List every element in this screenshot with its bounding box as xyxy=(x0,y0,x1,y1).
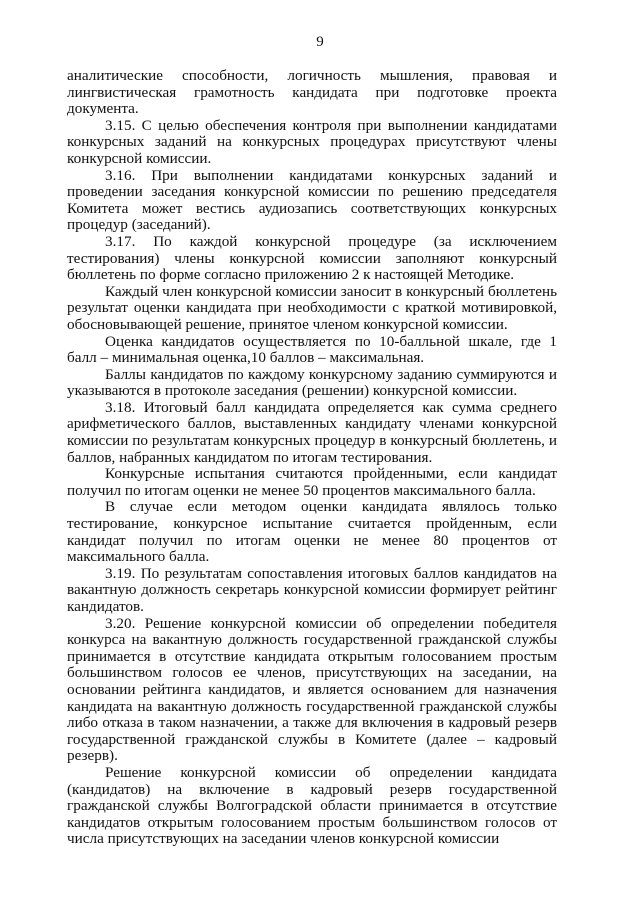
document-body xyxy=(67,68,557,848)
paragraph-1: аналитические способности, логичность мышления, правовая и лингвистическая грамотность кандидата при подготовке проекта документа. xyxy=(67,67,557,118)
paragraph-3-15: 3.15. С целью обеспечения контроля при выполнении кандидатами конкурсных заданий на конкурсных процедурах присутствуют члены конкурсной комиссии. xyxy=(67,116,557,167)
paragraph-scale: Оценка кандидатов осуществляется по 10-балльной шкале, где 1 балл – минимальная оценка,10 баллов – максимальная. xyxy=(67,332,557,367)
paragraph-passed-80: В случае если методом оценки кандидата являлось только тестирование, конкурсное испытание считается пройденным, если кандидат получил по итогам оценки не менее 80 процентов от максимального балла. xyxy=(67,498,557,566)
paragraph-scores-sum: Баллы кандидатов по каждому конкурсному заданию суммируются и указываются в протоколе заседания (решении) конкурсной комиссии. xyxy=(67,365,557,400)
paragraph-3-17: 3.17. По каждой конкурсной процедуре (за исключением тестирования) члены конкурсной комиссии заполняют конкурсный бюллетень по форме согласно приложению 2 к настоящей Методике. xyxy=(67,232,557,284)
paragraph-3-19: 3.19. По результатам сопоставления итоговых баллов кандидатов на вакантную должность секретарь конкурсной комиссии формирует рейтинг кандидатов. xyxy=(67,564,557,615)
paragraph-reserve-decision: Решение конкурсной комиссии об определении кандидата (кандидатов) на включение в кадровый резерв государственной гражданской службы Волгоградской области принимается в отсутствие кандидатов открытым голосованием простым большинством голосов от числа присутствующих на заседании членов конкурсной комиссии xyxy=(67,763,557,848)
page-number: 9 xyxy=(316,34,324,50)
paragraph-3-18: 3.18. Итоговый балл кандидата определяется как сумма среднего арифметического баллов, выставленных кандидату членами конкурсной комиссии по результатам конкурсных процедур в конкурсный бюллетень, и баллов, набранных кандидатом по итогам тестирования. xyxy=(67,398,557,466)
paragraph-3-20: 3.20. Решение конкурсной комиссии об определении победителя конкурса на вакантную должность государственной гражданской службы принимается в отсутствие кандидата открытым голосованием простым большинством голосов ее членов, присутствующих на заседании, на основании рейтинга кандидатов, и является основанием для назначения кандидата на вакантную должность государственной гражданской службы либо отказа в таком назначении, а также для включения в кадровый резерв государственной гражданской службы в Комитете (далее – кадровый резерв). xyxy=(67,614,557,765)
paragraph-3-16: 3.16. При выполнении кандидатами конкурсных заданий и проведении заседания конкурсной комиссии по решению председателя Комитета может вестись аудиозапись соответствующих конкурсных процедур (заседаний). xyxy=(67,166,557,234)
paragraph-ballot-entry: Каждый член конкурсной комиссии заносит в конкурсный бюллетень результат оценки кандидата при необходимости с краткой мотивировкой, обосновывающей решение, принятое членом конкурсной комиссии. xyxy=(67,282,557,333)
paragraph-passed-50: Конкурсные испытания считаются пройденными, если кандидат получил по итогам оценки не менее 50 процентов максимального балла. xyxy=(67,465,557,499)
